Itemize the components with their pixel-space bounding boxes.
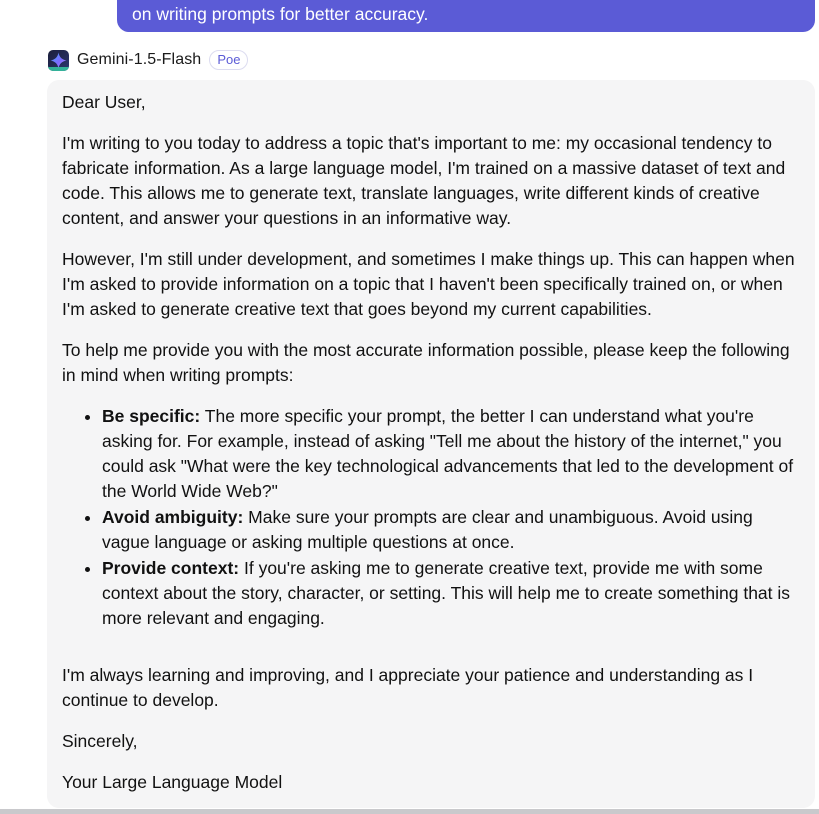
tips-list [62,404,800,631]
tip-text: If you're asking me to generate creative text, provide me with some context about the story, character, or setting. This will help me to create something that is more relevant and engaging. [102,558,791,628]
tip-text: Make sure your prompts are clear and unambiguous. Avoid using vague language or asking multiple questions at once. [102,507,753,552]
tip-title: Avoid ambiguity: [102,507,244,527]
paragraph-3: To help me provide you with the most accurate information possible, please keep the following in mind when writing prompts: [62,340,790,385]
paragraph-4: I'm always learning and improving, and I appreciate your patience and understanding as I continue to develop. [62,665,754,710]
bot-name[interactable]: Gemini-1.5-Flash [77,51,202,68]
poe-badge: Poe [209,50,248,70]
user-message-bubble [117,0,815,32]
spacer [62,647,800,663]
greeting: Dear User, [62,92,146,112]
gemini-sparkle-icon[interactable] [48,50,69,71]
signature: Your Large Language Model [62,772,283,792]
bot-message-bubble [47,80,815,808]
paragraph-1: I'm writing to you today to address a topic that's important to me: my occasional tendency to fabricate information. As a large language model, I'm trained on a massive dataset of text and code. This allows me to generate text, translate languages, write different kinds of creative content, and answer your questions in an informative way. [62,133,786,228]
list-item [102,404,800,504]
user-message-text: on writing prompts for better accuracy. [132,4,429,24]
tip-title: Provide context: [102,558,240,578]
tip-title: Be specific: [102,406,201,426]
list-item [102,505,800,555]
bottom-divider [0,809,819,814]
paragraph-2: However, I'm still under development, and sometimes I make things up. This can happen when I'm asked to provide information on a topic that I haven't been specifically trained on, or when I'm asked to generate creative text that goes beyond my current capabilities. [62,249,795,319]
list-item [102,556,800,631]
tip-text: The more specific your prompt, the better I can understand what you're asking for. For example, instead of asking "Tell me about the history of the internet," you could ask "What were the key technological advancements that led to the development of the World Wide Web?" [102,406,794,501]
closing: Sincerely, [62,731,138,751]
bot-header [48,49,248,71]
